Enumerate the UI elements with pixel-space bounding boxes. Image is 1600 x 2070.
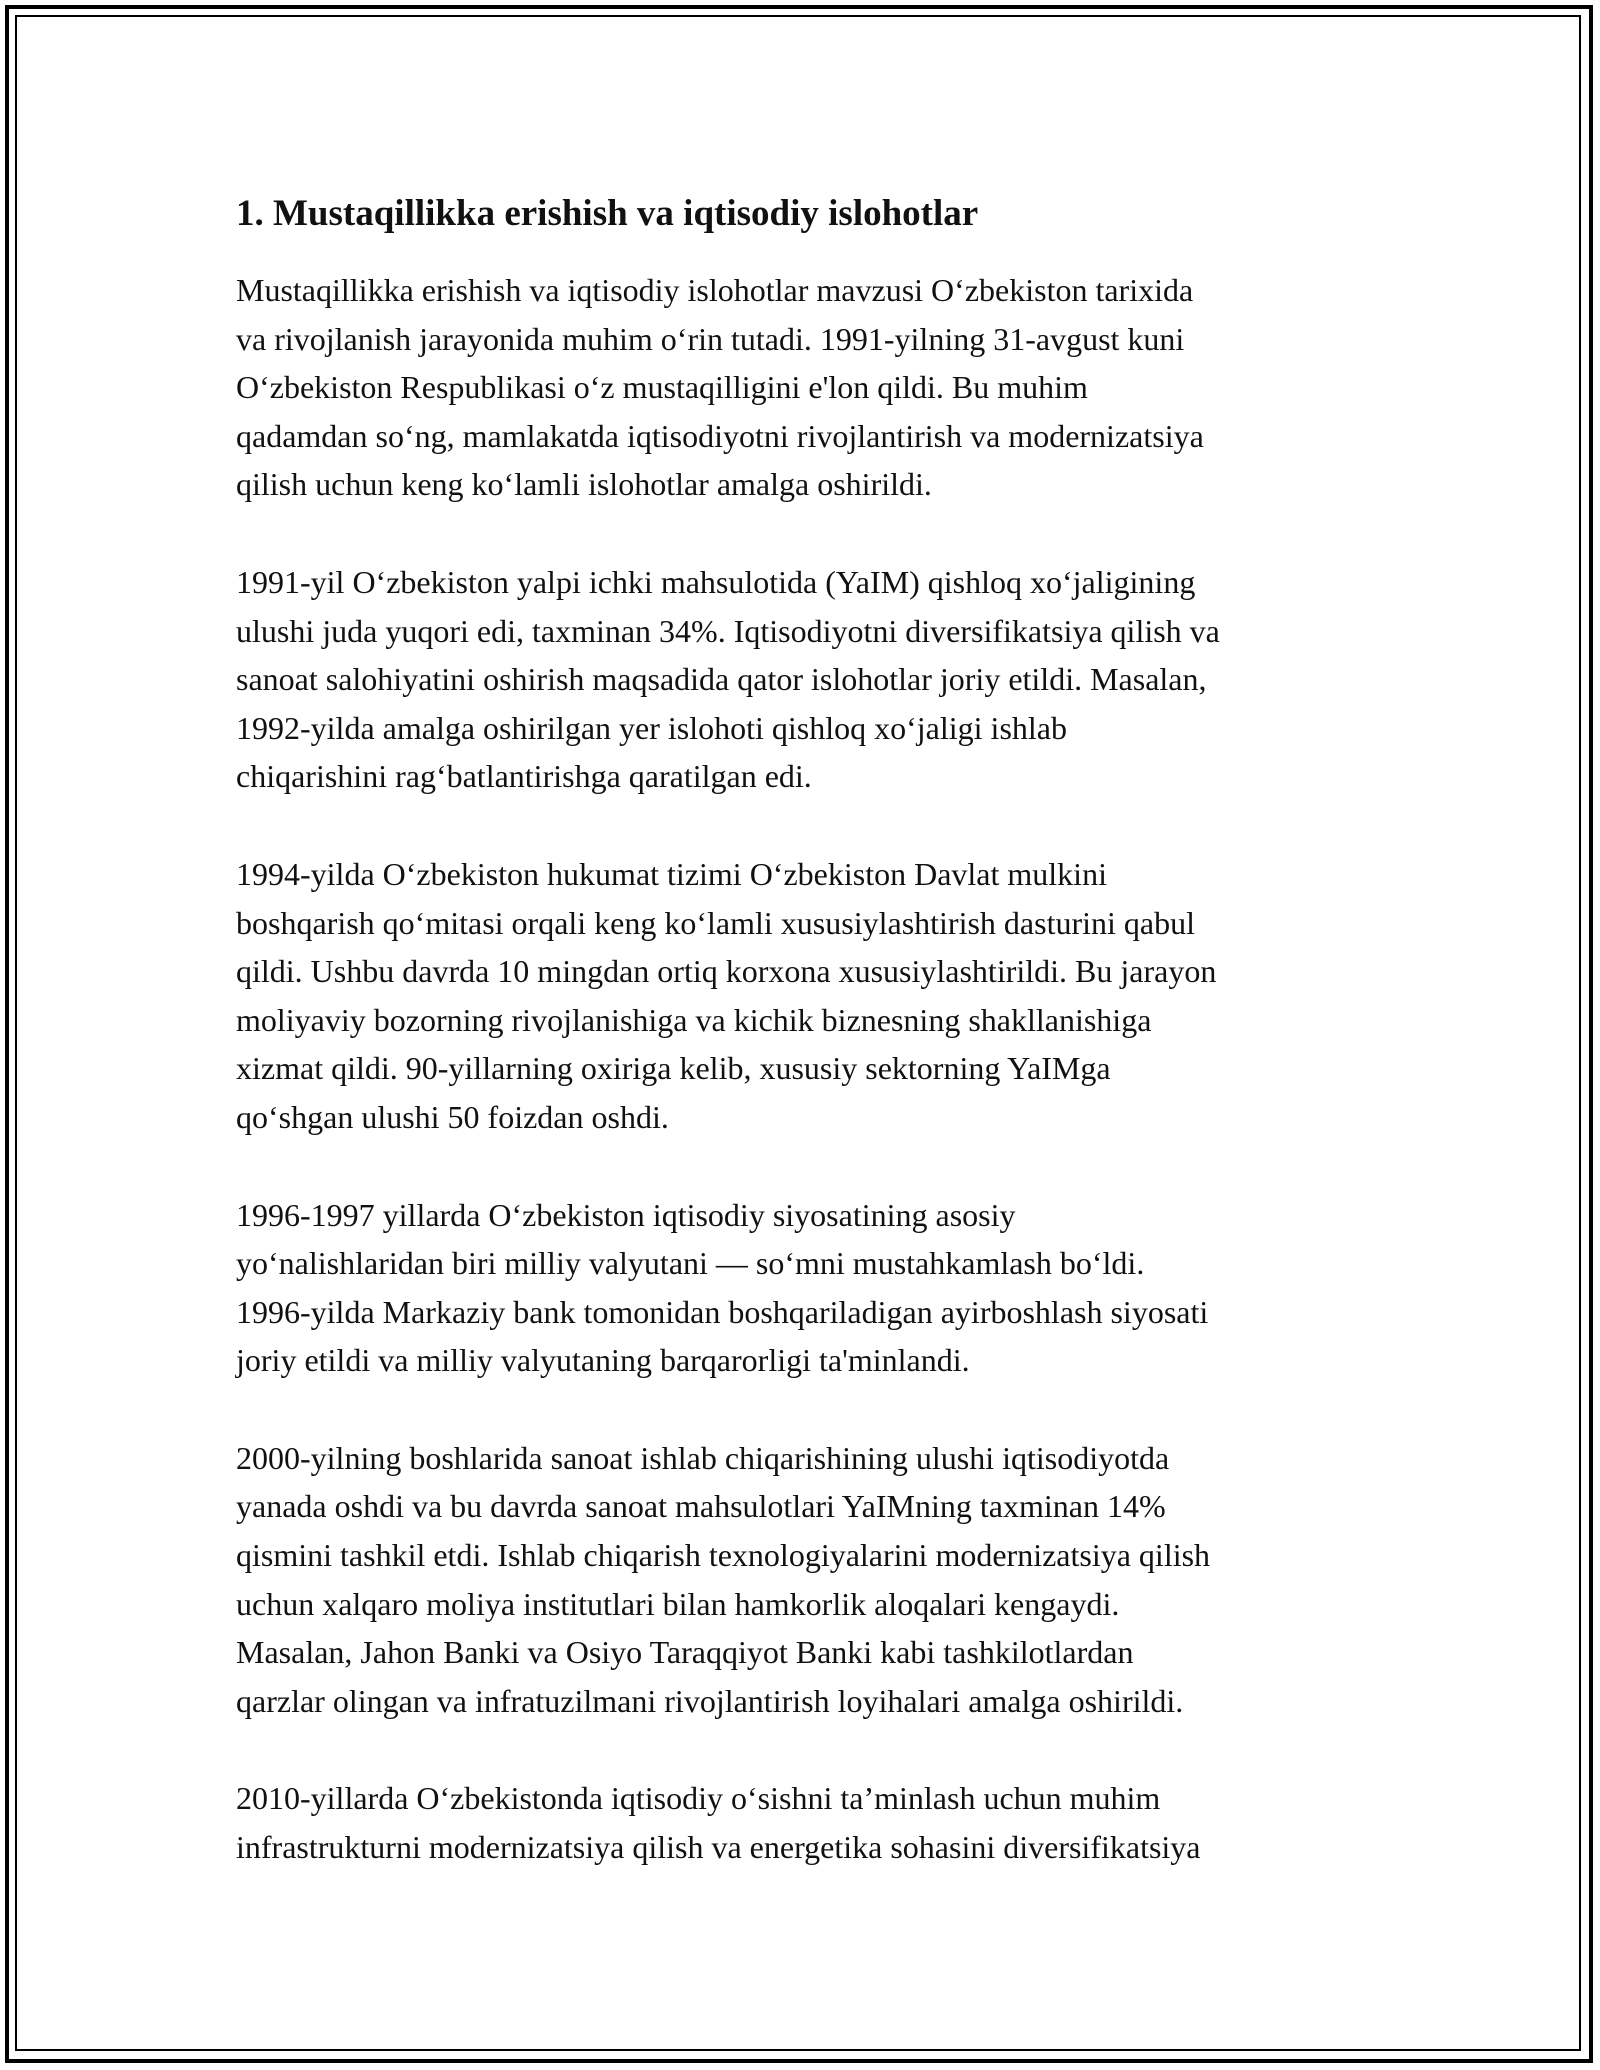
text-line: yanada oshdi va bu davrda sanoat mahsulotlari YaIMning taxminan 14%	[236, 1488, 1166, 1525]
text-line: qismini tashkil etdi. Ishlab chiqarish texnologiyalarini modernizatsiya qilish	[236, 1537, 1211, 1574]
paragraph-1991-agriculture	[236, 558, 1376, 801]
text-line: xizmat qildi. 90-yillarning oxiriga kelib, xususiy sektorning YaIMga	[236, 1050, 1111, 1087]
text-line: 1996-1997 yillarda O‘zbekiston iqtisodiy siyosatining asosiy	[236, 1196, 1016, 1233]
text-line: qarzlar olingan va infratuzilmani rivojlantirish loyihalari amalga oshirildi.	[236, 1682, 1184, 1719]
text-line: boshqarish qo‘mitasi orqali keng ko‘lamli xususiylashtirish dasturini qabul	[236, 904, 1195, 941]
text-line: sanoat salohiyatini oshirish maqsadida qator islohotlar joriy etildi. Masalan,	[236, 661, 1207, 698]
text-line: joriy etildi va milliy valyutaning barqarorligi ta'minlandi.	[236, 1342, 970, 1379]
text-line: qadamdan so‘ng, mamlakatda iqtisodiyotni rivojlantirish va modernizatsiya	[236, 417, 1204, 454]
section-heading: 1. Mustaqillikka erishish va iqtisodiy islohotlar	[236, 193, 979, 234]
text-line: qilish uchun keng ko‘lamli islohotlar amalga oshirildi.	[236, 466, 932, 503]
text-line: O‘zbekiston Respublikasi o‘z mustaqilligini e'lon qildi. Bu muhim	[236, 369, 1088, 406]
text-line: Masalan, Jahon Banki va Osiyo Taraqqiyot Banki kabi tashkilotlardan	[236, 1634, 1134, 1671]
text-line: qildi. Ushbu davrda 10 mingdan ortiq korxona xususiylashtirildi. Bu jarayon	[236, 953, 1217, 990]
paragraph-2000-industry	[236, 1434, 1376, 1726]
paragraph-independence	[236, 266, 1376, 509]
document-body	[236, 190, 1376, 1921]
text-line: yo‘nalishlaridan biri milliy valyutani — so‘mni mustahkamlash bo‘ldi.	[236, 1245, 1145, 1282]
text-line: qo‘shgan ulushi 50 foizdan oshdi.	[236, 1098, 669, 1135]
text-line: va rivojlanish jarayonida muhim o‘rin tutadi. 1991-yilning 31-avgust kuni	[236, 320, 1185, 357]
text-line: 1991-yil O‘zbekiston yalpi ichki mahsulotida (YaIM) qishloq xo‘jaligining	[236, 563, 1196, 600]
text-line: chiqarishini rag‘batlantirishga qaratilgan edi.	[236, 758, 812, 795]
text-line: infrastrukturni modernizatsiya qilish va energetika sohasini diversifikatsiya	[236, 1829, 1201, 1866]
text-line: 2000-yilning boshlarida sanoat ishlab chiqarishining ulushi iqtisodiyotda	[236, 1439, 1170, 1476]
paragraph-1996-currency	[236, 1191, 1376, 1385]
text-line: ulushi juda yuqori edi, taxminan 34%. Iqtisodiyotni diversifikatsiya qilish va	[236, 612, 1220, 649]
text-line: 1994-yilda O‘zbekiston hukumat tizimi O‘zbekiston Davlat mulkini	[236, 855, 1107, 892]
text-line: moliyaviy bozorning rivojlanishiga va kichik biznesning shakllanishiga	[236, 1001, 1152, 1038]
text-line: Mustaqillikka erishish va iqtisodiy islohotlar mavzusi O‘zbekiston tarixida	[236, 272, 1194, 308]
text-line: uchun xalqaro moliya institutlari bilan hamkorlik aloqalari kengaydi.	[236, 1585, 1120, 1622]
text-line: 2010-yillarda O‘zbekistonda iqtisodiy o‘sishni ta’minlash uchun muhim	[236, 1780, 1161, 1817]
paragraph-2010-infrastructure	[236, 1774, 1376, 1871]
text-line: 1996-yilda Markaziy bank tomonidan boshqariladigan ayirboshlash siyosati	[236, 1293, 1209, 1330]
paragraph-1994-privatization	[236, 850, 1376, 1142]
text-line: 1992-yilda amalga oshirilgan yer islohoti qishloq xo‘jaligi ishlab	[236, 709, 1067, 746]
